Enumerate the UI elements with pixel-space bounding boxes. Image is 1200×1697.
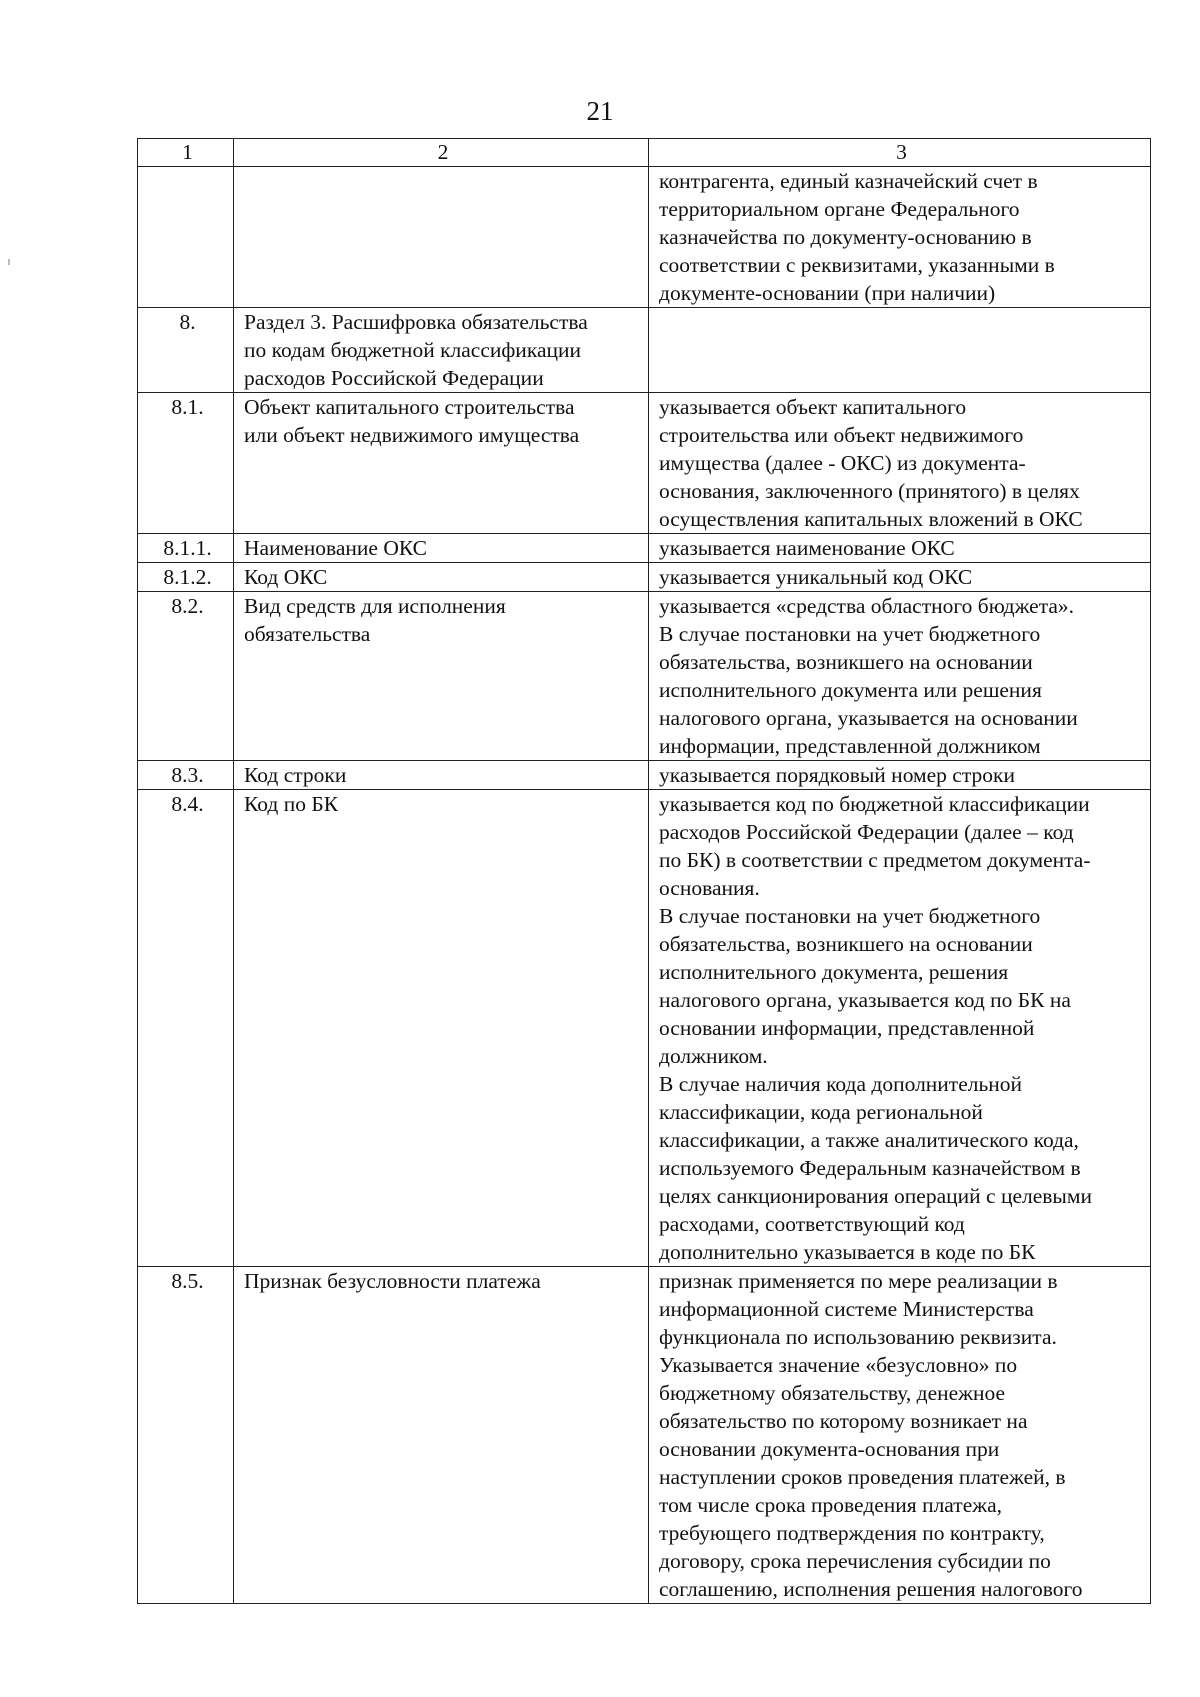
requisite-description-line: соглашению, исполнения решения налогового: [659, 1577, 1083, 1601]
row-number: 8.1.2.: [138, 563, 234, 592]
table-row: [138, 308, 1151, 393]
requisite-description: [649, 790, 1151, 1267]
table-row: [138, 790, 1151, 1267]
requisite-description-line: бюджетному обязательству, денежное: [659, 1381, 1006, 1405]
requisite-description-line: В случае постановки на учет бюджетного: [659, 622, 1041, 646]
requisite-description-line: исполнительного документа или решения: [659, 678, 1042, 702]
requisite-description-line: имущества (далее - ОКС) из документа-: [659, 451, 1026, 475]
table-row: [138, 167, 1151, 308]
table-row: [138, 393, 1151, 534]
requisite-description-line: В случае наличия кода дополнительной: [659, 1072, 1023, 1096]
requisite-name-line: Раздел 3. Расшифровка обязательства: [244, 310, 588, 334]
requisite-description-line: документе-основании (при наличии): [659, 281, 996, 305]
table-row: [138, 761, 1151, 790]
requisite-name-line: Код по БК: [244, 792, 339, 816]
requisite-description-line: указывается «средства областного бюджета».: [659, 594, 1075, 618]
row-number: 8.1.: [138, 393, 234, 534]
requisite-name-line: Объект капитального строительства: [244, 395, 575, 419]
requisite-description-line: по БК) в соответствии с предметом документа-: [659, 848, 1091, 872]
requisite-description-line: основания, заключенного (принятого) в целях: [659, 479, 1080, 503]
header-cell-2: 2: [234, 139, 649, 167]
row-number: 8.5.: [138, 1267, 234, 1604]
requisite-description-line: наступлении сроков проведения платежей, в: [659, 1465, 1066, 1489]
requisite-description-line: основании информации, представленной: [659, 1016, 1035, 1040]
requisite-description: [649, 592, 1151, 761]
row-number: 8.4.: [138, 790, 234, 1267]
requisite-name-line: Признак безусловности платежа: [244, 1269, 541, 1293]
table-row: [138, 1267, 1151, 1604]
requisite-name-line: по кодам бюджетной классификации: [244, 338, 581, 362]
requisite-description-line: контрагента, единый казначейский счет в: [659, 169, 1038, 193]
table-row: [138, 534, 1151, 563]
margin-mark: [8, 259, 10, 265]
requisite-description-line: указывается код по бюджетной классификации: [659, 792, 1090, 816]
requisite-description-line: классификации, а также аналитического кода,: [659, 1128, 1079, 1152]
page-number: 21: [586, 96, 614, 126]
requisite-description-line: договору, срока перечисления субсидии по: [659, 1549, 1051, 1573]
requisite-description-line: информации, представленной должником: [659, 734, 1041, 758]
row-number: [138, 167, 234, 308]
requisite-name: [234, 393, 649, 534]
requisite-name-line: Наименование ОКС: [244, 536, 427, 560]
requisite-description-line: строительства или объект недвижимого: [659, 423, 1024, 447]
requisite-description-line: В случае постановки на учет бюджетного: [659, 904, 1041, 928]
header-cell-3: 3: [649, 139, 1151, 167]
requisite-description-line: должником.: [659, 1044, 768, 1068]
requisite-description-line: классификации, кода региональной: [659, 1100, 983, 1124]
requisite-description: [649, 563, 1151, 592]
requisite-description-line: используемого Федеральным казначейством в: [659, 1156, 1081, 1180]
requisite-name-line: расходов Российской Федерации: [244, 366, 544, 390]
requisite-description: [649, 308, 1151, 393]
requisite-description-line: признак применяется по мере реализации в: [659, 1269, 1058, 1293]
requisite-description-line: указывается наименование ОКС: [659, 536, 955, 560]
requisites-table: [137, 138, 1151, 1604]
requisite-description-line: казначейства по документу-основанию в: [659, 225, 1032, 249]
requisite-description-line: целях санкционирования операций с целевыми: [659, 1184, 1092, 1208]
requisite-description-line: налогового органа, указывается на основании: [659, 706, 1078, 730]
requisite-description-line: соответствии с реквизитами, указанными в: [659, 253, 1055, 277]
requisite-description-line: информационной системе Министерства: [659, 1297, 1034, 1321]
requisite-name: [234, 1267, 649, 1604]
requisite-name: [234, 167, 649, 308]
requisite-description: [649, 761, 1151, 790]
requisite-description-line: Указывается значение «безусловно» по: [659, 1353, 1018, 1377]
requisite-name-line: Вид средств для исполнения: [244, 594, 506, 618]
table-header-row: [138, 139, 1151, 167]
requisite-description-line: функционала по использованию реквизита.: [659, 1325, 1057, 1349]
requisite-description-line: указывается порядковый номер строки: [659, 763, 1015, 787]
table-row: [138, 563, 1151, 592]
row-number: 8.1.1.: [138, 534, 234, 563]
header-cell-1: 1: [138, 139, 234, 167]
requisite-name: [234, 534, 649, 563]
requisite-name: [234, 563, 649, 592]
requisite-description-line: расходами, соответствующий код: [659, 1212, 965, 1236]
requisite-description-line: налогового органа, указывается код по БК на: [659, 988, 1071, 1012]
requisite-description-line: дополнительно указывается в коде по БК: [659, 1240, 1036, 1264]
row-number: 8.3.: [138, 761, 234, 790]
requisite-description-line: расходов Российской Федерации (далее – код: [659, 820, 1074, 844]
requisite-description-line: обязательство по которому возникает на: [659, 1409, 1028, 1433]
requisite-description-line: обязательства, возникшего на основании: [659, 932, 1033, 956]
requisite-description: [649, 393, 1151, 534]
requisite-description-line: указывается уникальный код ОКС: [659, 565, 973, 589]
table-row: [138, 592, 1151, 761]
requisite-description: [649, 1267, 1151, 1604]
requisite-description-line: требующего подтверждения по контракту,: [659, 1521, 1045, 1545]
requisite-name-line: или объект недвижимого имущества: [244, 423, 580, 447]
requisite-name: [234, 308, 649, 393]
requisite-description-line: основания.: [659, 876, 760, 900]
row-number: 8.2.: [138, 592, 234, 761]
requisite-description-line: исполнительного документа, решения: [659, 960, 1009, 984]
requisite-name: [234, 592, 649, 761]
requisite-description-line: обязательства, возникшего на основании: [659, 650, 1033, 674]
requisite-description-line: основании документа-основания при: [659, 1437, 1000, 1461]
requisite-name-line: Код строки: [244, 763, 347, 787]
row-number: 8.: [138, 308, 234, 393]
requisite-name: [234, 761, 649, 790]
requisite-description-line: указывается объект капитального: [659, 395, 967, 419]
requisite-name-line: обязательства: [244, 622, 371, 646]
requisite-description: [649, 534, 1151, 563]
requisite-description-line: территориальном органе Федерального: [659, 197, 1020, 221]
requisite-description-line: осуществления капитальных вложений в ОКС: [659, 507, 1083, 531]
requisite-description-line: том числе срока проведения платежа,: [659, 1493, 1003, 1517]
requisite-description: [649, 167, 1151, 308]
requisite-name-line: Код ОКС: [244, 565, 328, 589]
requisite-name: [234, 790, 649, 1267]
